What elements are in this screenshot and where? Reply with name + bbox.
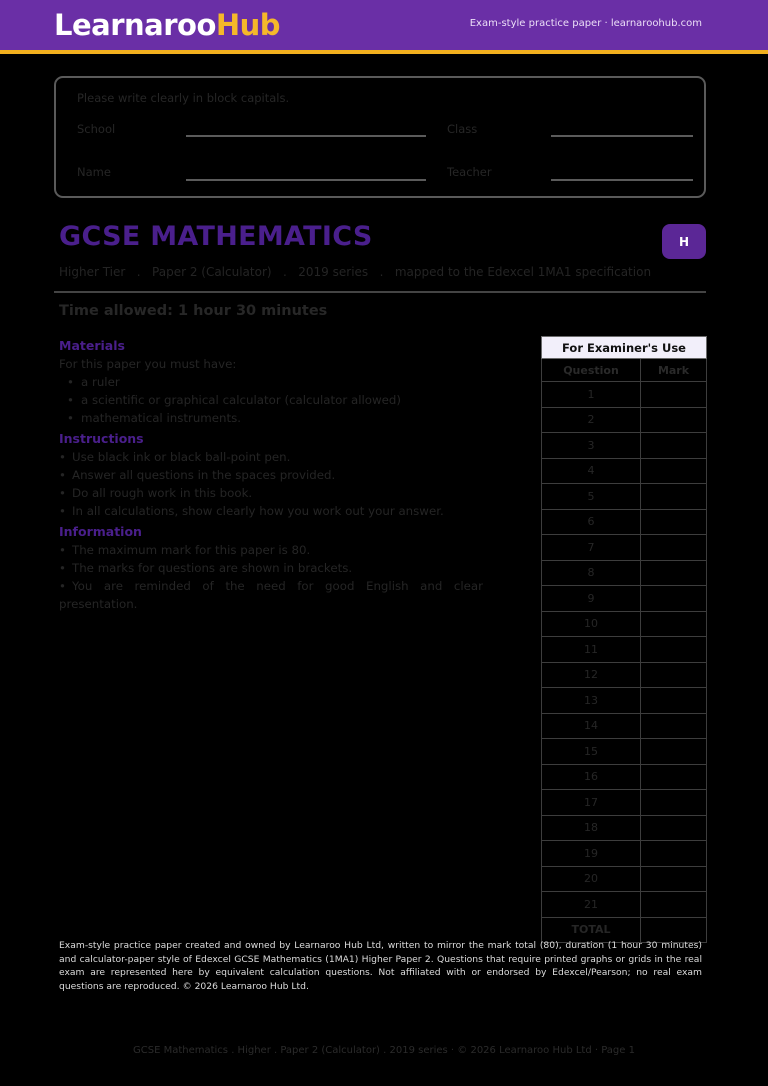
front-cover-text — [59, 337, 483, 613]
page-footer: GCSE Mathematics . Higher . Paper 2 (Calculator) . 2019 series · © 2026 Learnaroo Hub Ltd · Page 1 — [133, 1045, 635, 1056]
table-row — [542, 866, 707, 892]
list-item: • a scientific or graphical calculator (calculator allowed) — [67, 393, 401, 407]
mark-cell[interactable] — [641, 382, 707, 408]
brand-logo — [54, 7, 280, 43]
mark-cell[interactable] — [641, 764, 707, 790]
question-number: 5 — [542, 484, 641, 510]
mark-cell[interactable] — [641, 841, 707, 867]
mark-cell[interactable] — [641, 713, 707, 739]
name-label: Name — [77, 165, 111, 179]
question-number: 10 — [542, 611, 641, 637]
teacher-label: Teacher — [447, 165, 492, 179]
mark-cell[interactable] — [641, 586, 707, 612]
question-number: 7 — [542, 535, 641, 561]
question-number: 2 — [542, 407, 641, 433]
brand-name-part1: Learnaroo — [54, 8, 216, 42]
mark-cell[interactable] — [641, 815, 707, 841]
instructions-list — [59, 448, 483, 520]
question-number: 9 — [542, 586, 641, 612]
mark-cell[interactable] — [641, 866, 707, 892]
mark-cell[interactable] — [641, 892, 707, 918]
table-row — [542, 662, 707, 688]
title-divider — [54, 291, 706, 293]
list-item: • The maximum mark for this paper is 80. — [59, 543, 311, 557]
teacher-field[interactable] — [551, 179, 693, 181]
question-number: 1 — [542, 382, 641, 408]
candidate-details-box — [54, 76, 706, 198]
mark-cell[interactable] — [641, 535, 707, 561]
brand-name-part2: Hub — [215, 8, 281, 42]
list-item: • a ruler — [67, 375, 120, 389]
table-row — [542, 560, 707, 586]
question-number: 20 — [542, 866, 641, 892]
question-number: 18 — [542, 815, 641, 841]
mark-cell[interactable] — [641, 790, 707, 816]
question-number: 16 — [542, 764, 641, 790]
table-row — [542, 713, 707, 739]
mark-cell[interactable] — [641, 611, 707, 637]
question-number: 13 — [542, 688, 641, 714]
materials-intro: For this paper you must have: — [59, 357, 237, 371]
question-number: 12 — [542, 662, 641, 688]
class-field[interactable] — [551, 135, 693, 137]
list-item: • Answer all questions in the spaces provided. — [59, 468, 336, 482]
mark-cell[interactable] — [641, 739, 707, 765]
question-number: 8 — [542, 560, 641, 586]
banner-tagline: Exam-style practice paper · learnaroohub.com — [469, 18, 702, 29]
information-heading: Information — [59, 524, 142, 539]
mark-column-header: Mark — [641, 359, 707, 382]
table-row — [542, 892, 707, 918]
table-row — [542, 509, 707, 535]
school-label: School — [77, 122, 116, 136]
top-banner — [0, 0, 768, 54]
total-label: TOTAL — [542, 917, 641, 943]
school-field[interactable] — [186, 135, 426, 137]
question-number: 21 — [542, 892, 641, 918]
table-row — [542, 790, 707, 816]
mark-cell[interactable] — [641, 484, 707, 510]
examiner-table-title: For Examiner's Use — [542, 337, 707, 359]
list-item: • The marks for questions are shown in brackets. — [59, 561, 353, 575]
paper-subtitle: Higher Tier . Paper 2 (Calculator) . 2019 series . mapped to the Edexcel 1MA1 specification — [59, 265, 652, 279]
class-label: Class — [447, 122, 478, 136]
table-row — [542, 764, 707, 790]
table-row — [542, 382, 707, 408]
question-number: 4 — [542, 458, 641, 484]
examiner-use-table — [541, 336, 707, 943]
table-row — [542, 586, 707, 612]
materials-heading: Materials — [59, 338, 125, 353]
list-item: • mathematical instruments. — [67, 411, 242, 425]
list-item: • You are reminded of the need for good English and clear presentation. — [59, 579, 483, 611]
question-number: 3 — [542, 433, 641, 459]
question-number: 11 — [542, 637, 641, 663]
question-number: 15 — [542, 739, 641, 765]
table-row — [542, 484, 707, 510]
table-row — [542, 535, 707, 561]
question-number: 6 — [542, 509, 641, 535]
mark-cell[interactable] — [641, 407, 707, 433]
disclaimer: Exam-style practice paper created and owned by Learnaroo Hub Ltd, written to mirror the mark total (80), duration (1 hour 30 minutes) and calculator-paper style of Edexcel GCSE Mathematics (1MA1) Higher Paper 2. Questions that require printed graphs or grids in the real exam are represented here by equivalent calculation questions. Not affiliated with or endorsed by Edexcel/Pearson; no real exam questions are reproduced. © 2026 Learnaroo Hub Ltd. — [59, 940, 702, 992]
information-list — [59, 541, 483, 613]
mark-cell[interactable] — [641, 433, 707, 459]
list-item: • Do all rough work in this book. — [59, 486, 253, 500]
name-field[interactable] — [186, 179, 426, 181]
list-item: • In all calculations, show clearly how you work out your answer. — [59, 504, 444, 518]
table-row — [542, 611, 707, 637]
table-row — [542, 407, 707, 433]
table-row — [542, 815, 707, 841]
question-number: 17 — [542, 790, 641, 816]
paper-title: GCSE MATHEMATICS — [59, 221, 373, 252]
instructions-heading: Instructions — [59, 431, 144, 446]
table-row — [542, 739, 707, 765]
mark-cell[interactable] — [641, 662, 707, 688]
table-row — [542, 637, 707, 663]
table-row — [542, 433, 707, 459]
candidate-intro: Please write clearly in block capitals. — [77, 91, 290, 105]
materials-list — [59, 373, 483, 427]
table-row — [542, 841, 707, 867]
question-number: 19 — [542, 841, 641, 867]
mark-cell[interactable] — [641, 688, 707, 714]
time-allowed: Time allowed: 1 hour 30 minutes — [59, 303, 328, 319]
mark-cell[interactable] — [641, 509, 707, 535]
mark-cell[interactable] — [641, 637, 707, 663]
table-row — [542, 458, 707, 484]
list-item: • Use black ink or black ball-point pen. — [59, 450, 291, 464]
mark-cell[interactable] — [641, 458, 707, 484]
tier-badge: H — [662, 224, 706, 259]
mark-cell[interactable] — [641, 560, 707, 586]
question-column-header: Question — [542, 359, 641, 382]
table-row — [542, 688, 707, 714]
question-number: 14 — [542, 713, 641, 739]
